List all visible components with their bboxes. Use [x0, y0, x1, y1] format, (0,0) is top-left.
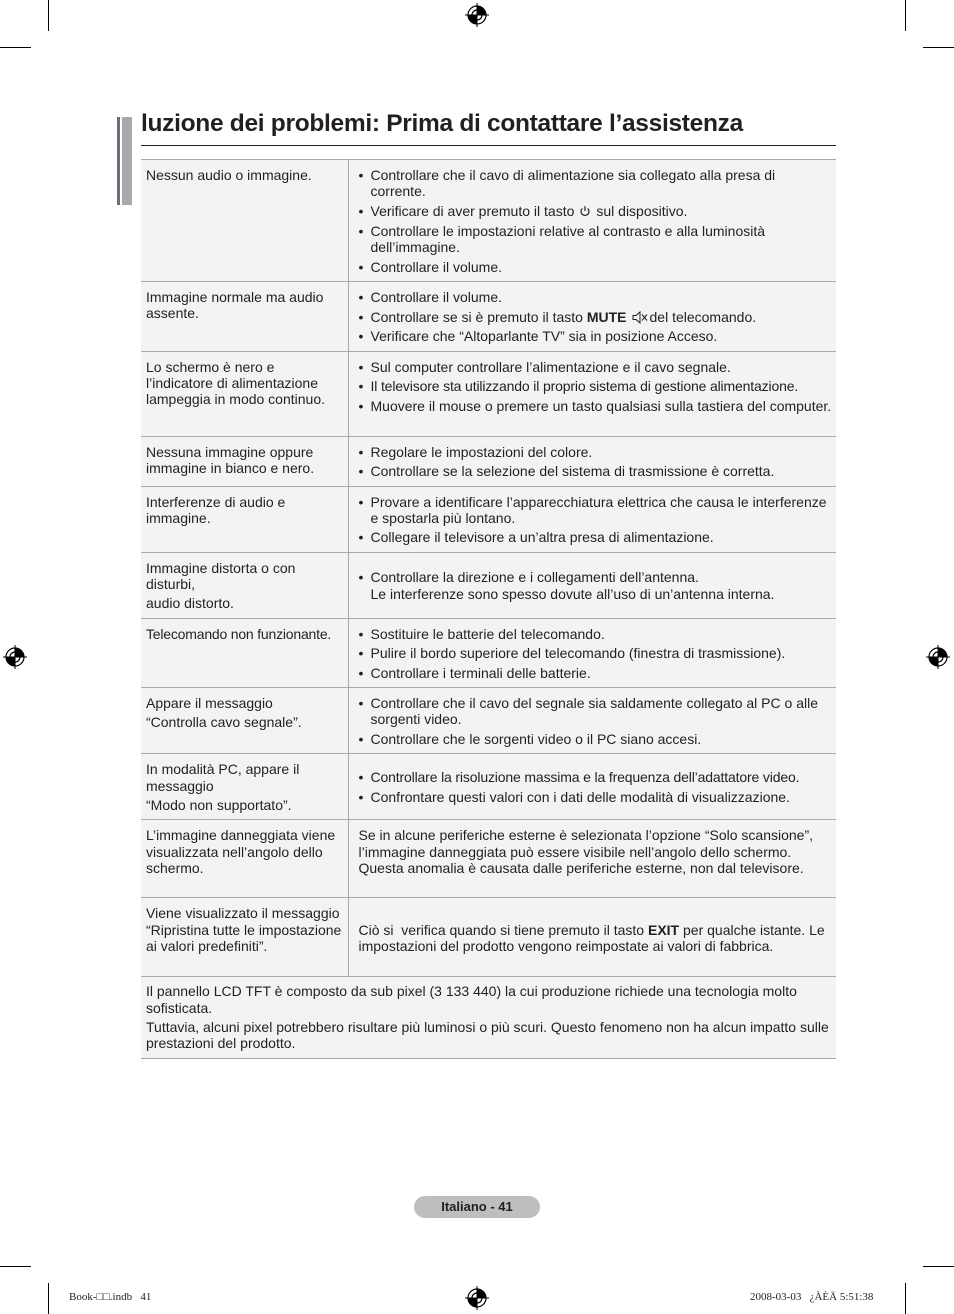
symptom-text: Nessun audio o immagine.	[146, 167, 312, 183]
list-item: • Controllare che il cavo di alimentazione sia collegato alla presa di corrente.	[359, 167, 835, 199]
symptom-cell	[141, 688, 348, 754]
list-item: • Controllare la risoluzione massima e la frequenza dell’adattatore video.	[359, 769, 835, 785]
symptom-text: In modalità PC, appare il messaggio	[146, 761, 300, 794]
solution-text-part: Ciò si verifica quando si tiene premuto il tasto	[358, 921, 645, 938]
list-item: • Sul computer controllare l’alimentazione e il cavo segnale.	[359, 359, 835, 375]
title-divider	[141, 145, 836, 146]
list-item-text: del telecomando.	[649, 308, 757, 325]
print-slug-right: 2008-03-03 ¿ÀÈÄ 5:51:38	[750, 1291, 874, 1303]
symptom-cell	[141, 820, 348, 898]
table-row	[141, 160, 836, 282]
table-row	[141, 618, 836, 688]
solution-cell	[348, 618, 836, 688]
list-item	[359, 203, 835, 219]
list-item: • Regolare le impostazioni del colore.	[359, 444, 835, 460]
note-text: Il pannello LCD TFT è composto da sub pixel (3 133 440) la cui produzione richiede una tecnologia molto sofisticata.	[146, 983, 797, 1016]
symptom-text: “Modo non supportato”.	[146, 796, 292, 813]
list-item: • Provare a identificare l’apparecchiatura elettrica che causa le interferenze e spostarla più lontano.	[359, 494, 835, 526]
crop-mark	[0, 47, 31, 48]
note-cell	[141, 977, 836, 1059]
list-item-text: Controllare la direzione e i collegamenti dell’antenna.	[370, 569, 699, 586]
list-item: • Controllare che le sorgenti video o il PC siano accesi.	[359, 731, 835, 747]
solution-list	[359, 769, 835, 805]
solution-cell	[348, 754, 836, 820]
table-row	[141, 486, 836, 552]
list-item-text: Le interferenze sono spesso dovute all’uso di un’antenna interna.	[370, 585, 775, 602]
symptom-cell	[141, 436, 348, 486]
solution-list	[359, 569, 835, 601]
symptom-cell	[141, 754, 348, 820]
solution-list	[359, 359, 835, 415]
symptom-text: Telecomando non funzionante.	[146, 625, 332, 642]
section-marker-bar	[117, 117, 132, 205]
list-item-text: sul dispositivo.	[596, 202, 688, 219]
registration-mark-icon	[465, 1286, 489, 1310]
mute-icon	[632, 311, 648, 324]
registration-mark-icon	[926, 645, 950, 669]
symptom-text: Appare il messaggio	[146, 695, 273, 712]
symptom-text: L’immagine danneggiata viene visualizzata nell’angolo dello schermo.	[146, 827, 336, 876]
table-row	[141, 688, 836, 754]
table-row	[141, 552, 836, 618]
symptom-text: Immagine normale ma audio assente.	[146, 289, 324, 322]
list-item: • Controllare i terminali delle batterie.	[359, 665, 835, 681]
list-item-text: Controllare se si è premuto il tasto	[370, 308, 583, 325]
list-item-text: Verificare di aver premuto il tasto	[370, 202, 575, 219]
list-item: • Controllare se la selezione del sistema di trasmissione è corretta.	[359, 463, 835, 479]
table-row	[141, 820, 836, 898]
crop-mark	[923, 47, 954, 48]
list-item: • Muovere il mouse o premere un tasto qualsiasi sulla tastiera del computer.	[359, 398, 835, 414]
solution-cell	[348, 688, 836, 754]
power-icon	[579, 205, 591, 217]
solution-text: Se in alcune periferiche esterne è selezionata l’opzione “Solo scansione”, l’immagine danneggiata può essere visibile nell’angolo dello schermo. Questa anomalia è causata dalle periferiche esterne, non dal televisore.	[358, 827, 813, 876]
list-item: • Confrontare questi valori con i dati delle modalità di visualizzazione.	[359, 789, 835, 805]
symptom-cell	[141, 486, 348, 552]
key-label: MUTE	[586, 308, 627, 325]
symptom-cell	[141, 618, 348, 688]
table-row	[141, 754, 836, 820]
symptom-cell	[141, 552, 348, 618]
solution-cell	[348, 820, 836, 898]
solution-cell	[348, 552, 836, 618]
solution-cell	[348, 160, 836, 282]
crop-mark	[48, 0, 49, 31]
solution-text-part: per qualche istante. Le impostazioni del prodotto vengono reimpostate ai valori di fabbrica.	[358, 921, 825, 954]
symptom-text: Immagine distorta o con disturbi,	[146, 559, 296, 592]
list-item: • Il televisore sta utilizzando il proprio sistema di gestione alimentazione.	[359, 378, 835, 394]
symptom-text: Viene visualizzato il messaggio “Ripristina tutte le impostazione ai valori predefiniti”.	[146, 905, 342, 954]
registration-mark-icon	[465, 3, 489, 27]
list-item: • Controllare il volume.	[359, 259, 835, 275]
crop-mark	[923, 1266, 954, 1267]
list-item: • Controllare il volume.	[359, 289, 835, 305]
solution-list	[359, 494, 835, 546]
symptom-text: Lo schermo è nero e l’indicatore di alimentazione lampeggia in modo continuo.	[146, 358, 326, 408]
symptom-text: Interferenze di audio e immagine.	[146, 493, 286, 526]
solution-list	[359, 289, 835, 345]
symptom-cell	[141, 898, 348, 977]
table-row	[141, 436, 836, 486]
symptom-text: “Controlla cavo segnale”.	[146, 714, 302, 731]
solution-cell	[348, 898, 836, 977]
solution-list	[359, 167, 835, 275]
table-row	[141, 351, 836, 436]
symptom-text: audio distorto.	[146, 595, 234, 612]
solution-list	[359, 626, 835, 682]
solution-text	[359, 922, 835, 954]
note-text: Tuttavia, alcuni pixel potrebbero risultare più luminosi o più scuri. Questo fenomeno non ha alcun impatto sulle prestazioni del prodotto.	[146, 1018, 829, 1051]
registration-mark-icon	[3, 645, 27, 669]
page-title: luzione dei problemi: Prima di contattare l’assistenza	[141, 110, 743, 137]
list-item	[359, 309, 835, 325]
solution-cell	[348, 351, 836, 436]
list-item: • Pulire il bordo superiore del telecomando (finestra di trasmissione).	[359, 645, 835, 661]
troubleshooting-table	[141, 159, 836, 1059]
key-label: EXIT	[647, 921, 680, 938]
list-item: • Sostituire le batterie del telecomando.	[359, 626, 835, 642]
list-item: • Verificare che “Altoparlante TV” sia in posizione Acceso.	[359, 328, 835, 344]
symptom-cell	[141, 351, 348, 436]
page-number-badge: Italiano - 41	[414, 1196, 540, 1218]
crop-mark	[905, 0, 906, 31]
list-item: • Controllare che il cavo del segnale sia saldamente collegato al PC o alle sorgenti video.	[359, 695, 835, 727]
solution-list	[359, 695, 835, 747]
symptom-cell	[141, 160, 348, 282]
list-item: • Controllare le impostazioni relative al contrasto e alla luminosità dell’immagine.	[359, 223, 835, 255]
solution-list	[359, 444, 835, 480]
crop-mark	[48, 1283, 49, 1314]
crop-mark	[0, 1266, 31, 1267]
table-row	[141, 282, 836, 352]
list-item	[359, 569, 835, 601]
list-item: • Collegare il televisore a un’altra presa di alimentazione.	[359, 529, 835, 545]
table-row	[141, 898, 836, 977]
symptom-cell	[141, 282, 348, 352]
solution-cell	[348, 436, 836, 486]
solution-cell	[348, 486, 836, 552]
symptom-text: Nessuna immagine oppure immagine in bianco e nero.	[146, 443, 315, 476]
print-slug-left: Book-□□.indb 41	[69, 1291, 152, 1303]
note-row	[141, 977, 836, 1059]
solution-cell	[348, 282, 836, 352]
crop-mark	[905, 1283, 906, 1314]
